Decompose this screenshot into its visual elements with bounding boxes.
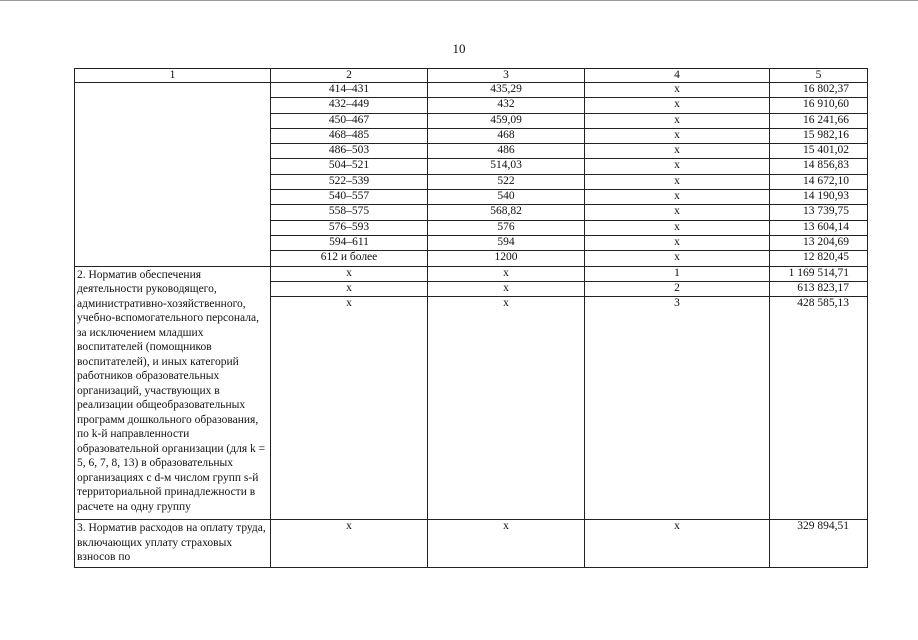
header-row (75, 69, 868, 83)
value-cell: 522 (428, 174, 585, 189)
value-cell: 468 (428, 128, 585, 143)
page-number: 10 (452, 41, 466, 56)
value-cell: 435,29 (428, 83, 585, 98)
range-cell: 612 и более (271, 251, 428, 266)
k-cell: х (585, 235, 770, 250)
column-header-2: 2 (271, 69, 428, 83)
value-cell: 568,82 (428, 205, 585, 220)
norm-cell: 14 672,10 (770, 174, 868, 189)
section3-cell-3: х (428, 520, 585, 568)
range-cell: 594–611 (271, 235, 428, 250)
norm-cell: 16 241,66 (770, 113, 868, 128)
section2-cell-4: 3 (585, 297, 770, 520)
k-cell: х (585, 220, 770, 235)
range-cell: 468–485 (271, 128, 428, 143)
norm-cell: 16 802,37 (770, 83, 868, 98)
norm-cell: 13 604,14 (770, 220, 868, 235)
empty-description-cell (75, 83, 271, 267)
section2-cell-5: 613 823,17 (770, 281, 868, 296)
norm-cell: 14 856,83 (770, 159, 868, 174)
section2-cell-5: 1 169 514,71 (770, 266, 868, 281)
section2-cell-2: х (271, 266, 428, 281)
section3-description: 3. Норматив расходов на оплату труда, включающих уплату страховых взносов по (75, 520, 271, 568)
column-header-3: 3 (428, 69, 585, 83)
section2-row (75, 266, 868, 281)
value-cell: 540 (428, 190, 585, 205)
k-cell: х (585, 205, 770, 220)
value-cell: 1200 (428, 251, 585, 266)
k-cell: х (585, 83, 770, 98)
k-cell: х (585, 144, 770, 159)
value-cell: 594 (428, 235, 585, 250)
section2-cell-3: х (428, 281, 585, 296)
range-cell: 558–575 (271, 205, 428, 220)
k-cell: х (585, 190, 770, 205)
section2-cell-2: х (271, 297, 428, 520)
section2-cell-3: х (428, 266, 585, 281)
section3-cell-5: 329 894,51 (770, 520, 868, 568)
column-header-4: 4 (585, 69, 770, 83)
norm-cell: 13 204,69 (770, 235, 868, 250)
page-edge (0, 0, 918, 1)
range-cell: 576–593 (271, 220, 428, 235)
section2-cell-5: 428 585,13 (770, 297, 868, 520)
k-cell: х (585, 128, 770, 143)
range-cell: 432–449 (271, 98, 428, 113)
normatives-table (74, 68, 868, 568)
norm-cell: 16 910,60 (770, 98, 868, 113)
range-cell: 450–467 (271, 113, 428, 128)
range-cell: 522–539 (271, 174, 428, 189)
value-cell: 486 (428, 144, 585, 159)
table-row (75, 83, 868, 98)
range-cell: 486–503 (271, 144, 428, 159)
section3-cell-4: х (585, 520, 770, 568)
range-cell: 504–521 (271, 159, 428, 174)
value-cell: 459,09 (428, 113, 585, 128)
value-cell: 432 (428, 98, 585, 113)
norm-cell: 14 190,93 (770, 190, 868, 205)
norm-cell: 15 401,02 (770, 144, 868, 159)
section2-cell-4: 2 (585, 281, 770, 296)
norm-cell: 15 982,16 (770, 128, 868, 143)
column-header-1: 1 (75, 69, 271, 83)
column-header-5: 5 (770, 69, 868, 83)
k-cell: х (585, 159, 770, 174)
k-cell: х (585, 174, 770, 189)
range-cell: 414–431 (271, 83, 428, 98)
section3-cell-2: х (271, 520, 428, 568)
range-cell: 540–557 (271, 190, 428, 205)
k-cell: х (585, 113, 770, 128)
norm-cell: 13 739,75 (770, 205, 868, 220)
section2-cell-3: х (428, 297, 585, 520)
section2-cell-4: 1 (585, 266, 770, 281)
value-cell: 576 (428, 220, 585, 235)
section2-description: 2. Норматив обеспечения деятельности руководящего, административно-хозяйственного, учебно-вспомогательного персонала, за исключением младших воспитателей (помощников воспитателей), и иных категорий работников образовательных организаций, участвующих в реализации общеобразовательных программ дошкольного образования, по k-й направленности образовательной организации (для k = 5, 6, 7, 8, 13) в образовательных организациях с d-м числом групп s-й территориальной принадлежности в расчете на одну группу (75, 266, 271, 520)
norm-cell: 12 820,45 (770, 251, 868, 266)
section3-row (75, 520, 868, 568)
value-cell: 514,03 (428, 159, 585, 174)
k-cell: х (585, 98, 770, 113)
section2-cell-2: х (271, 281, 428, 296)
k-cell: х (585, 251, 770, 266)
